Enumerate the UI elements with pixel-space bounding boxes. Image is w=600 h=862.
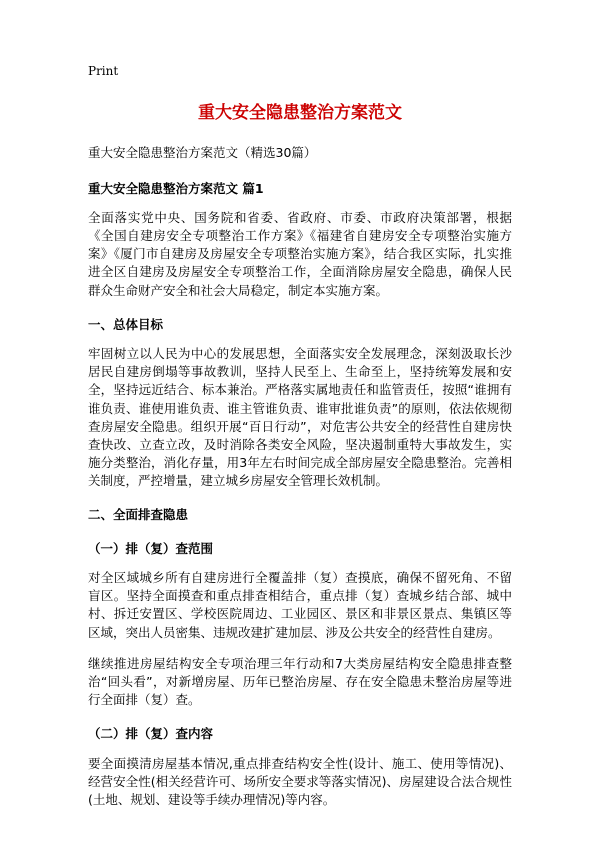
section-paragraph: 要全面摸清房屋基本情况,重点排查结构安全性(设计、施工、使用等情况)、经营安全性(相关经营许可、场所安全要求等落实情况)、房屋建设合法合规性(土地、规划、建设等手续办理情况)等内容。 [88,755,512,807]
section-heading: 一、总体目标 [88,316,164,332]
page-title: 重大安全隐患整治方案范文 [198,103,402,123]
document-body [88,180,512,809]
section-heading: （二）排（复）查内容 [88,726,214,742]
section-paragraph: 对全区域城乡所有自建房进行全覆盖排（复）查摸底，确保不留死角、不留盲区。坚持全面摸查和重点排查相结合，重点排（复）查城乡结合部、城中村、拆迁安置区、学校医院周边、工业园区、景区和非景区景点、集镇区等区域，突出人员密集、违规改建扩建加层、涉及公共安全的经营性自建房。 [88,570,512,640]
section-paragraph: 全面落实党中央、国务院和省委、省政府、市委、市政府决策部署，根据《全国自建房安全专项整治工作方案》《福建省自建房安全专项整治实施方案》《厦门市自建房及房屋安全专项整治实施方案》，结合我区实际，扎实推进全区自建房及房屋安全专项整治工作，全面消除房屋安全隐患，确保人民群众生命财产安全和社会大局稳定，制定本实施方案。 [88,210,512,298]
section-heading: 二、全面排查隐患 [88,507,189,523]
section-paragraph: 继续推进房屋结构安全专项治理三年行动和7大类房屋结构安全隐患排查整治“回头看”，对新增房屋、历年已整治房屋、存在安全隐患未整治房屋等进行全面排（复）查。 [88,655,512,707]
section-paragraph: 牢固树立以人民为中心的发展思想，全面落实安全发展理念，深刻汲取长沙居民自建房倒塌等事故教训，坚持人民至上、生命至上，坚持统筹发展和安全，坚持远近结合、标本兼治。严格落实属地责任和监管责任，按照“谁拥有谁负责、谁使用谁负责、谁主管谁负责、谁审批谁负责”的原则，依法依规彻查房屋安全隐患。组织开展“百日行动”，对危害公共安全的经营性自建房快查快改、立查立改，及时消除各类安全风险，坚决遏制重特大事故发生，实施分类整治，消化存量，用3年左右时间完成全部房屋安全隐患整治。完善相关制度，严控增量，建立城乡房屋安全管理长效机制。 [88,346,512,489]
section-heading: （一）排（复）查范围 [88,540,214,556]
section-heading: 重大安全隐患整治方案范文 篇1 [88,180,264,196]
page-subtitle: 重大安全隐患整治方案范文（精选30篇） [88,145,317,161]
print-link[interactable]: Print [88,64,119,78]
